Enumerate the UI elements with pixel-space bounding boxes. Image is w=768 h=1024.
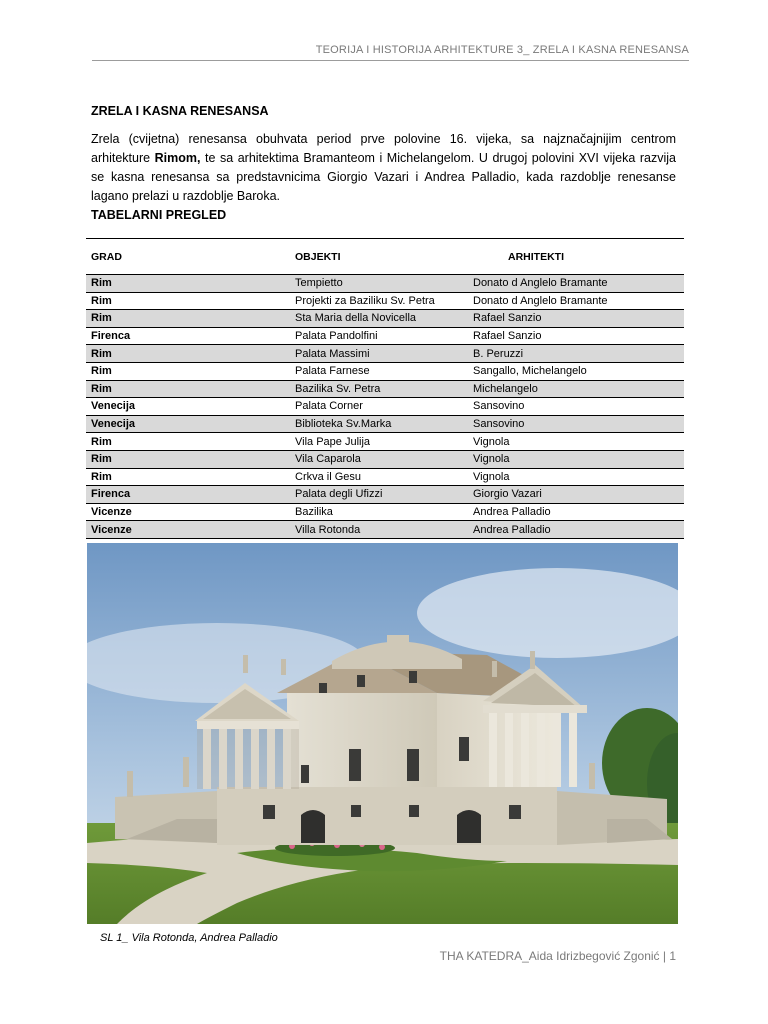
header-objects: OBJEKTI: [290, 239, 468, 275]
table-row: [86, 468, 684, 486]
city-cell: Firenca: [86, 327, 290, 345]
table-row: [86, 345, 684, 363]
table-row: [86, 327, 684, 345]
figure-caption: SL 1_ Vila Rotonda, Andrea Palladio: [100, 932, 278, 944]
architect-cell: Rafael Sanzio: [468, 310, 684, 328]
city-cell: Firenca: [86, 486, 290, 504]
intro-paragraph: [91, 130, 676, 206]
object-cell: Palata Pandolfini: [290, 327, 468, 345]
object-cell: Vila Pape Julija: [290, 433, 468, 451]
table-row: [86, 450, 684, 468]
table-row: [86, 292, 684, 310]
page-footer: THA KATEDRA_Aida Idrizbegović Zgonić | 1: [439, 949, 676, 963]
architect-cell: Michelangelo: [468, 380, 684, 398]
architect-cell: Rafael Sanzio: [468, 327, 684, 345]
intro-text-end: te sa arhitektima Bramanteom i Michelangelom. U drugoj polovini XVI vijeka razvija se kasna renesansa sa predstavnicima Giorgio Vazari i Andrea Palladio, kada razdoblje renesanse lagano prelazi u razdoblje Baroka.: [91, 151, 677, 203]
city-cell: Rim: [86, 450, 290, 468]
city-cell: Rim: [86, 433, 290, 451]
object-cell: Bazilika: [290, 503, 468, 521]
architect-cell: Vignola: [468, 468, 684, 486]
city-cell: Rim: [86, 275, 290, 293]
architect-cell: Andrea Palladio: [468, 503, 684, 521]
table-row: [86, 398, 684, 416]
table-body: [86, 275, 684, 539]
architect-cell: Donato d Anglelo Bramante: [468, 275, 684, 293]
running-header: [92, 40, 689, 61]
city-cell: Rim: [86, 362, 290, 380]
city-cell: Rim: [86, 292, 290, 310]
city-cell: Vicenze: [86, 521, 290, 539]
architect-cell: Sansovino: [468, 415, 684, 433]
object-cell: Projekti za Baziliku Sv. Petra: [290, 292, 468, 310]
city-cell: Venecija: [86, 415, 290, 433]
architect-cell: B. Peruzzi: [468, 345, 684, 363]
object-cell: Biblioteka Sv.Marka: [290, 415, 468, 433]
table-title: TABELARNI PREGLED: [91, 208, 227, 222]
object-cell: Tempietto: [290, 275, 468, 293]
city-cell: Rim: [86, 380, 290, 398]
intro-text-bold: Rimom,: [154, 151, 201, 165]
object-cell: Bazilika Sv. Petra: [290, 380, 468, 398]
city-cell: Venecija: [86, 398, 290, 416]
intro-text-start: Zrela (cvijetna) renesansa obuhvata period prve polovine 16. vijeka, sa najznačajnijim centrom arhitekture: [91, 132, 676, 165]
table-header-row: [86, 239, 684, 275]
object-cell: Sta Maria della Novicella: [290, 310, 468, 328]
object-cell: Crkva il Gesu: [290, 468, 468, 486]
table-row: [86, 415, 684, 433]
villa-rotonda-photo: [87, 543, 678, 924]
object-cell: Palata Farnese: [290, 362, 468, 380]
header-city: GRAD: [86, 239, 290, 275]
table-row: [86, 362, 684, 380]
header-architects-label: ARHITEKTI: [508, 250, 564, 263]
overview-table: [86, 238, 684, 539]
table-row: [86, 433, 684, 451]
architect-cell: Donato d Anglelo Bramante: [468, 292, 684, 310]
object-cell: Palata Massimi: [290, 345, 468, 363]
architect-cell: Sansovino: [468, 398, 684, 416]
table-row: [86, 521, 684, 539]
object-cell: Palata degli Ufizzi: [290, 486, 468, 504]
architect-cell: Sangallo, Michelangelo: [468, 362, 684, 380]
table-row: [86, 310, 684, 328]
table-row: [86, 275, 684, 293]
table-row: [86, 503, 684, 521]
table-row: [86, 486, 684, 504]
architect-cell: Vignola: [468, 450, 684, 468]
header-architects: [468, 239, 684, 275]
table-row: [86, 380, 684, 398]
architect-cell: Andrea Palladio: [468, 521, 684, 539]
city-cell: Rim: [86, 345, 290, 363]
section-title: ZRELA I KASNA RENESANSA: [91, 104, 269, 118]
running-title: TEORIJA I HISTORIJA ARHITEKTURE 3_ ZRELA I KASNA RENESANSA: [315, 44, 689, 56]
city-cell: Rim: [86, 468, 290, 486]
object-cell: Villa Rotonda: [290, 521, 468, 539]
architect-cell: Giorgio Vazari: [468, 486, 684, 504]
object-cell: Vila Caparola: [290, 450, 468, 468]
architect-cell: Vignola: [468, 433, 684, 451]
city-cell: Vicenze: [86, 503, 290, 521]
object-cell: Palata Corner: [290, 398, 468, 416]
city-cell: Rim: [86, 310, 290, 328]
